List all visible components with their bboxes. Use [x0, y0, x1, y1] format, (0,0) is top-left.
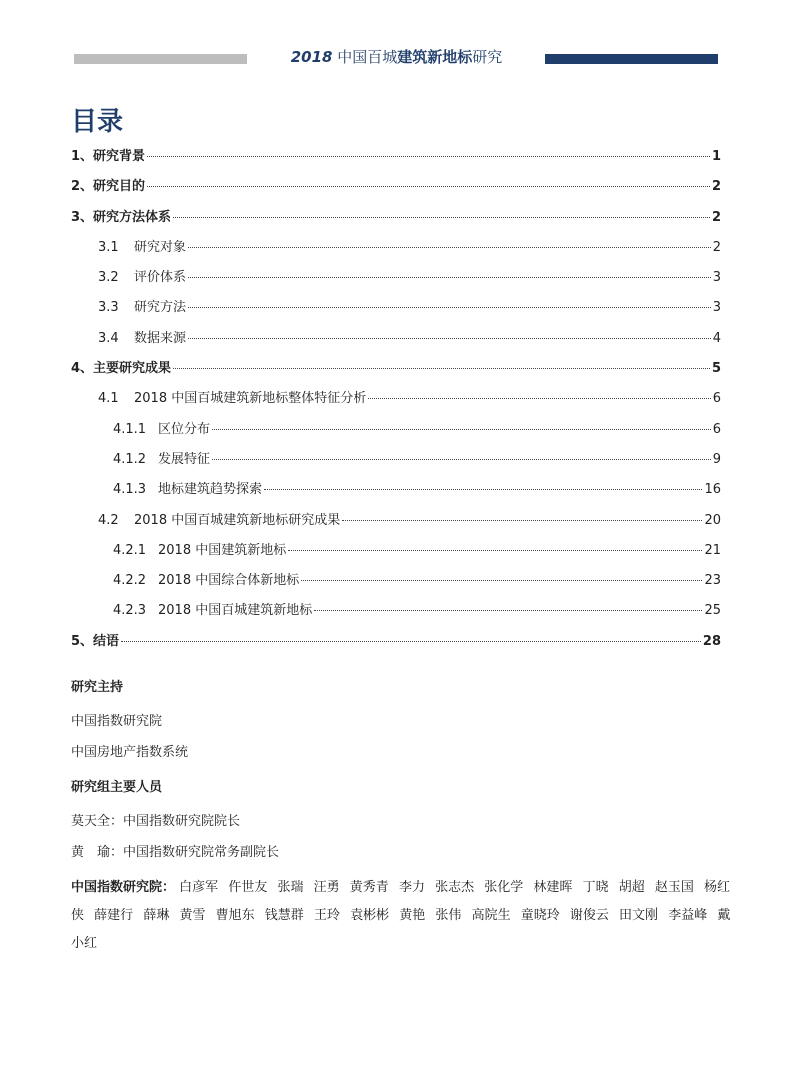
toc-leader-dots	[121, 641, 701, 642]
staff-name: 赵玉国	[654, 880, 694, 895]
host-org-1: 中国指数研究院	[71, 714, 163, 729]
toc-entry-page: 21	[704, 542, 721, 558]
staff-name: 丁晓	[582, 880, 609, 895]
member-title: 中国指数研究院院长	[123, 814, 241, 829]
toc-entry[interactable]	[71, 296, 721, 326]
toc-entry[interactable]	[71, 509, 721, 539]
header-bar-left	[74, 54, 247, 64]
team-member-1	[71, 810, 240, 829]
member-name: 黄 瑜：	[71, 845, 124, 860]
toc-entry-label: 结语	[93, 633, 120, 649]
staff-list	[71, 874, 731, 958]
staff-name: 胡超	[618, 880, 645, 895]
toc-entry-page: 23	[704, 573, 721, 589]
staff-name: 童晓玲	[520, 908, 560, 923]
toc-entry-page: 2	[711, 209, 721, 225]
toc-entry-number: 4.1.3	[113, 482, 147, 498]
staff-name: 李益峰	[668, 908, 708, 923]
toc-entry-page: 4	[712, 330, 721, 346]
staff-name: 张瑞	[277, 880, 304, 895]
toc-entry-label: 2018 中国百城建筑新地标整体特征分析	[134, 391, 367, 407]
toc-entry-page: 9	[712, 451, 721, 467]
staff-name: 仵世友	[228, 880, 268, 895]
member-name: 莫天全：	[71, 814, 124, 829]
toc-entry-number: 4.1.1	[113, 421, 147, 437]
toc-entry-number: 4.1	[98, 391, 119, 407]
header-title-pre: 中国百城	[332, 48, 398, 66]
staff-name: 黄雪	[179, 908, 206, 923]
toc-entry[interactable]	[71, 478, 721, 508]
toc-entry-number: 3.3	[98, 300, 119, 316]
toc-entry-number: 4.2	[98, 512, 119, 528]
toc-entry-number: 3.1	[98, 239, 119, 255]
staff-name: 袁彬彬	[350, 908, 390, 923]
toc-entry-label: 区位分布	[158, 421, 211, 437]
toc-entry[interactable]	[71, 448, 721, 478]
toc-entry-number: 4.2.3	[113, 603, 147, 619]
host-org-2: 中国房地产指数系统	[71, 745, 189, 760]
toc-leader-dots	[264, 489, 702, 490]
toc-heading: 目录	[71, 107, 124, 137]
toc-entry-number: 4.2.1	[113, 542, 147, 558]
staff-name: 黄秀青	[349, 880, 389, 895]
toc-entry-label: 2018 中国百城建筑新地标研究成果	[134, 512, 341, 528]
toc-entry-label: 2018 中国建筑新地标	[158, 542, 287, 558]
toc-entry[interactable]	[71, 175, 721, 205]
staff-name: 黄艳	[399, 908, 426, 923]
toc-entry[interactable]	[71, 569, 721, 599]
toc-entry-number: 2、	[71, 179, 94, 195]
header-title-post: 研究	[472, 48, 503, 66]
header-title-bold: 建筑新地标	[397, 48, 473, 66]
toc-entry-number: 3、	[71, 209, 94, 225]
toc-leader-dots	[368, 398, 711, 399]
toc-entry-page: 6	[712, 421, 721, 437]
toc-entry[interactable]	[71, 539, 721, 569]
toc-entry-number: 3.2	[98, 270, 119, 286]
toc-entry-label: 评价体系	[134, 270, 187, 286]
toc-entry-label: 2018 中国综合体新地标	[158, 573, 300, 589]
staff-name: 李力	[398, 880, 425, 895]
toc-entry[interactable]	[71, 145, 721, 175]
table-of-contents	[71, 145, 721, 660]
toc-entry-page: 6	[712, 391, 721, 407]
staff-name: 张志杰	[435, 880, 475, 895]
toc-entry-label: 主要研究成果	[93, 361, 172, 377]
toc-entry-label: 数据来源	[134, 330, 187, 346]
toc-leader-dots	[188, 247, 711, 248]
toc-entry[interactable]	[71, 206, 721, 236]
toc-entry-label: 研究背景	[93, 149, 146, 164]
toc-leader-dots	[188, 338, 711, 339]
toc-entry-page: 5	[711, 361, 721, 377]
toc-leader-dots	[314, 610, 702, 611]
toc-entry[interactable]	[71, 357, 721, 387]
toc-entry-page: 1	[711, 149, 721, 164]
staff-name: 田文刚	[619, 908, 659, 923]
toc-entry[interactable]	[71, 418, 721, 448]
toc-leader-dots	[147, 186, 710, 187]
toc-leader-dots	[288, 550, 702, 551]
toc-entry-page: 3	[712, 270, 721, 286]
toc-leader-dots	[173, 368, 710, 369]
toc-entry-label: 发展特征	[158, 451, 211, 467]
toc-entry-page: 3	[712, 300, 721, 316]
toc-leader-dots	[212, 459, 711, 460]
staff-name: 白彦军	[179, 880, 219, 895]
toc-entry-page: 2	[712, 239, 721, 255]
staff-name: 张化学	[484, 880, 524, 895]
toc-leader-dots	[301, 580, 702, 581]
toc-entry-label: 研究方法	[134, 300, 187, 316]
team-member-2	[71, 841, 279, 860]
toc-entry-label: 地标建筑趋势探索	[158, 482, 263, 498]
toc-entry-number: 3.4	[98, 330, 119, 346]
toc-leader-dots	[188, 307, 711, 308]
toc-entry-label: 研究方法体系	[93, 209, 172, 225]
staff-name: 王玲	[313, 908, 340, 923]
toc-entry[interactable]	[71, 236, 721, 266]
toc-entry-label: 研究对象	[134, 239, 187, 255]
toc-leader-dots	[173, 217, 710, 218]
toc-leader-dots	[342, 520, 702, 521]
team-heading: 研究组主要人员	[71, 780, 163, 795]
toc-entry-page: 20	[704, 512, 721, 528]
toc-entry-page: 28	[702, 633, 721, 649]
staff-name: 林建晖	[533, 880, 573, 895]
toc-entry-label: 研究目的	[93, 179, 146, 195]
staff-name: 杨红侠	[71, 880, 731, 923]
staff-name: 高院生	[471, 908, 511, 923]
toc-entry[interactable]	[71, 599, 721, 629]
staff-name: 薛建行	[94, 908, 134, 923]
staff-name: 薛琳	[143, 908, 170, 923]
toc-entry[interactable]	[71, 266, 721, 296]
staff-name: 汪勇	[313, 880, 340, 895]
staff-label: 中国指数研究院：	[71, 880, 176, 895]
toc-entry-label: 2018 中国百城建筑新地标	[158, 603, 313, 619]
toc-leader-dots	[147, 156, 710, 157]
toc-entry-page: 25	[704, 603, 721, 619]
header-bar-right	[545, 54, 718, 64]
toc-entry-number: 5、	[71, 633, 94, 649]
toc-entry-number: 4.2.2	[113, 573, 147, 589]
toc-entry[interactable]	[71, 387, 721, 417]
toc-entry[interactable]	[71, 630, 721, 660]
running-header-title	[248, 46, 545, 67]
staff-name: 张伟	[435, 908, 462, 923]
staff-name: 曹旭东	[215, 908, 255, 923]
toc-entry-page: 2	[711, 179, 721, 195]
host-heading: 研究主持	[71, 680, 124, 695]
toc-leader-dots	[212, 429, 711, 430]
staff-name: 钱慧群	[264, 908, 304, 923]
toc-entry-number: 1、	[71, 149, 94, 164]
toc-entry-page: 16	[704, 482, 721, 498]
member-title: 中国指数研究院常务副院长	[123, 845, 280, 860]
header-year: 2018	[290, 48, 333, 66]
staff-name: 戴小红	[71, 908, 731, 951]
toc-entry-number: 4、	[71, 361, 94, 377]
toc-entry[interactable]	[71, 327, 721, 357]
toc-entry-number: 4.1.2	[113, 451, 147, 467]
staff-name: 谢俊云	[569, 908, 609, 923]
toc-leader-dots	[188, 277, 711, 278]
